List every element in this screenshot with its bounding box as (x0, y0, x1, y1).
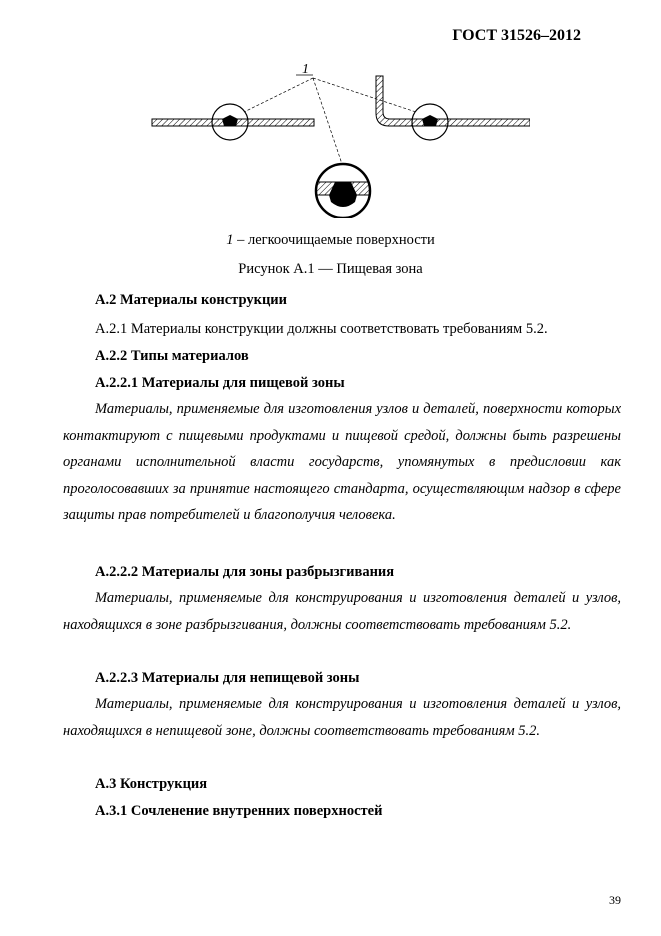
figure-caption: Рисунок А.1 — Пищевая зона (238, 261, 423, 277)
right-weld-bead (422, 115, 438, 126)
section-a2-1-text: А.2.1 Материалы конструкции должны соответствовать требованиям 5.2. (95, 321, 548, 337)
section-a2-2-2-heading: А.2.2.2 Материалы для зоны разбрызгивания (95, 564, 395, 580)
section-a3-heading: А.3 Конструкция (95, 776, 208, 792)
section-a2-heading: А.2 Материалы конструкции (95, 292, 288, 308)
right-bent-plate (376, 76, 530, 126)
food-zone-figure (150, 58, 530, 218)
legend-text: – легкоочищаемые поверхности (233, 232, 435, 248)
section-a2-2-3-heading: А.2.2.3 Материалы для непищевой зоны (95, 670, 360, 686)
section-a3-1-heading: А.3.1 Сочленение внутренних поверхностей (95, 803, 383, 819)
document-standard-header: ГОСТ 31526–2012 (452, 27, 581, 44)
section-a2-2-2-text: Материалы, применяемые для конструирования и изготовления деталей и узлов, находящихся в зоне разбрызгивания, должны соответствовать требованиям 5.2. (63, 590, 621, 633)
figure-legend (0, 232, 661, 249)
section-a2-2-heading: А.2.2 Типы материалов (95, 348, 249, 364)
left-weld-bead (222, 115, 238, 126)
section-a2-2-1-text: Материалы, применяемые для изготовления узлов и деталей, поверхности которых контактируют с пищевыми продуктами и пищевой средой, должны быть разрешены органами исполнительной власти государств, упомянутых в предисловии как проголосовавших за принятие настоящего стандарта, осуществляющим надзор в сфере защиты прав потребителей и благополучия человека. (63, 401, 621, 524)
section-a2-2-1-heading: А.2.2.1 Материалы для пищевой зоны (95, 375, 345, 391)
legend-number: 1 (226, 232, 234, 248)
callout-label: 1 (302, 62, 309, 77)
page-number: 39 (609, 893, 621, 907)
section-a2-2-3-text: Материалы, применяемые для конструирования и изготовления деталей и узлов, находящихся в непищевой зоне, должны соответствовать требованиям 5.2. (63, 696, 621, 739)
